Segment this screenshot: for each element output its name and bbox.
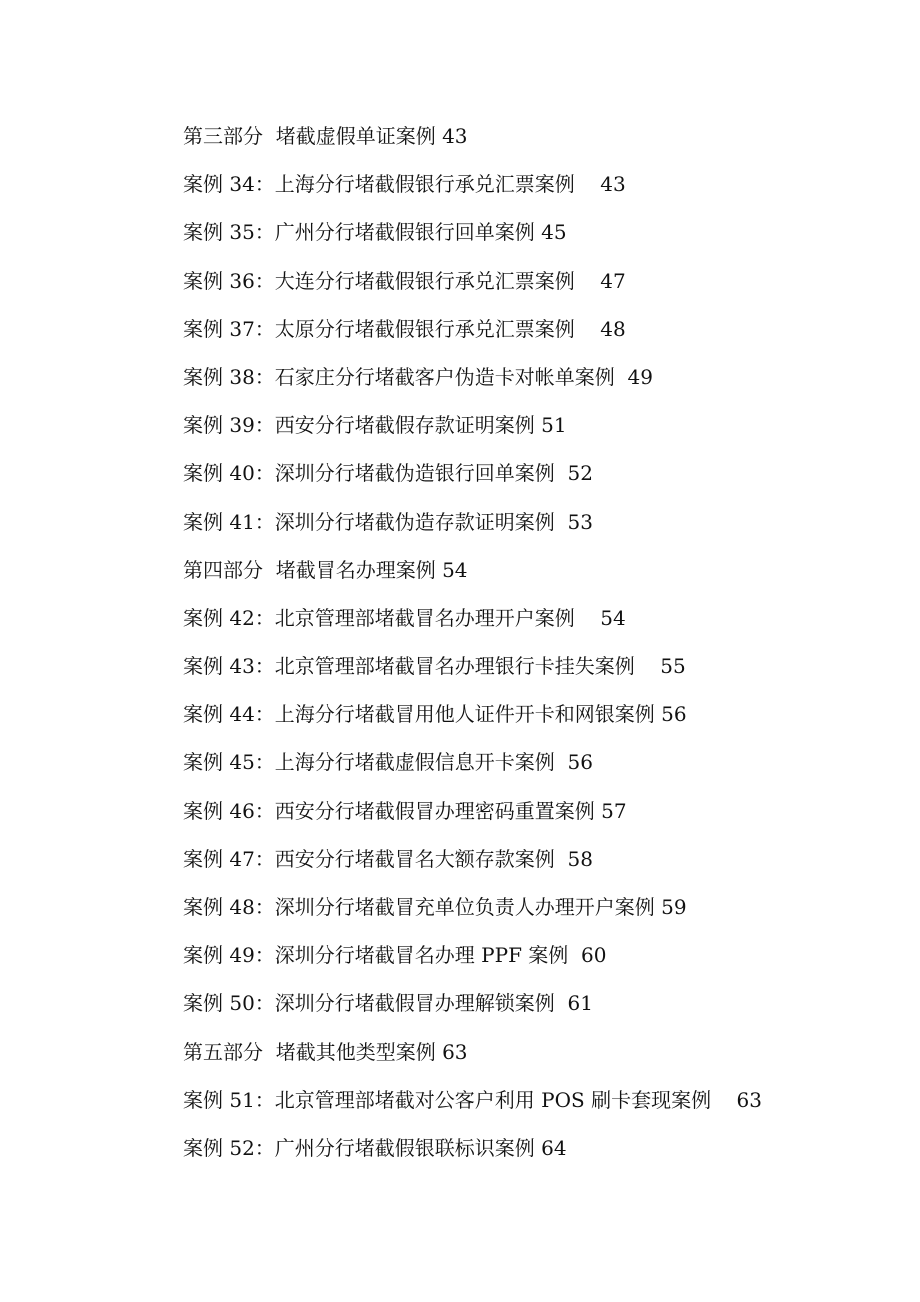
toc-entry: 案例 51：北京管理部堵截对公客户利用 POS 刷卡套现案例 63 [183, 1087, 762, 1112]
toc-entry: 案例 36：大连分行堵截假银行承兑汇票案例 47 [183, 268, 626, 293]
table-of-contents [183, 118, 883, 1178]
toc-entry: 案例 39：西安分行堵截假存款证明案例 51 [183, 413, 567, 438]
toc-part-heading: 第五部分 堵截其他类型案例 63 [183, 1039, 468, 1064]
toc-entry: 案例 35：广州分行堵截假银行回单案例 45 [183, 220, 567, 245]
toc-entry: 案例 48：深圳分行堵截冒充单位负责人办理开户案例 59 [183, 895, 687, 919]
toc-entry: 案例 46：西安分行堵截假冒办理密码重置案例 57 [183, 798, 627, 823]
toc-entry: 案例 41：深圳分行堵截伪造存款证明案例 53 [183, 509, 593, 534]
toc-entry: 案例 50：深圳分行堵截假冒办理解锁案例 61 [183, 991, 593, 1016]
toc-part-heading: 第四部分 堵截冒名办理案例 54 [183, 557, 468, 582]
toc-entry: 案例 34：上海分行堵截假银行承兑汇票案例 43 [183, 172, 626, 197]
toc-entry: 案例 42：北京管理部堵截冒名办理开户案例 54 [183, 605, 626, 630]
toc-entry: 案例 52：广州分行堵截假银联标识案例 64 [183, 1135, 567, 1160]
toc-entry: 案例 47：西安分行堵截冒名大额存款案例 58 [183, 846, 593, 871]
toc-entry: 案例 45：上海分行堵截虚假信息开卡案例 56 [183, 750, 593, 775]
toc-part-heading: 第三部分 堵截虚假单证案例 43 [183, 124, 468, 148]
toc-entry: 案例 49：深圳分行堵截冒名办理 PPF 案例 60 [183, 943, 607, 968]
toc-entry: 案例 43：北京管理部堵截冒名办理银行卡挂失案例 55 [183, 654, 686, 679]
toc-entry: 案例 38：石家庄分行堵截客户伪造卡对帐单案例 49 [183, 364, 653, 389]
toc-entry: 案例 40：深圳分行堵截伪造银行回单案例 52 [183, 461, 593, 486]
toc-entry: 案例 44：上海分行堵截冒用他人证件开卡和网银案例 56 [183, 702, 687, 727]
toc-entry: 案例 37：太原分行堵截假银行承兑汇票案例 48 [183, 316, 626, 341]
